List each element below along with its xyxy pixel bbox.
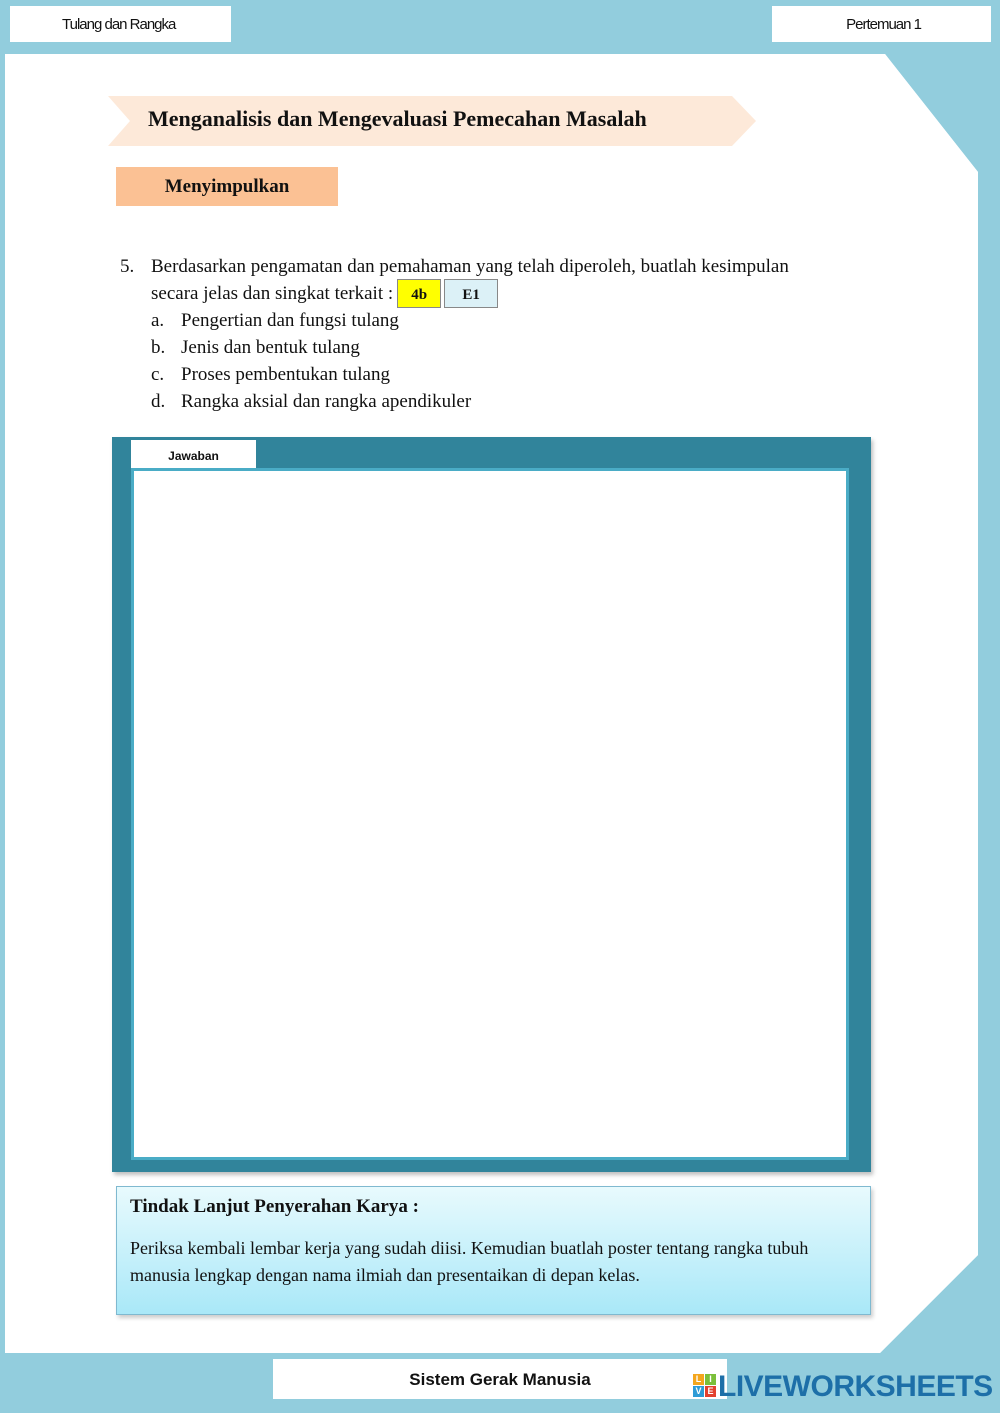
followup-title: Tindak Lanjut Penyerahan Karya :: [130, 1196, 419, 1217]
option-text: Jenis dan bentuk tulang: [181, 337, 360, 358]
followup-body: Periksa kembali lembar kerja yang sudah diisi. Kemudian buatlah poster tentang rangka tubuh manusia lengkap dengan nama ilmiah dan presentaikan di depan kelas.: [130, 1238, 809, 1285]
option-letter: b.: [151, 337, 166, 358]
question-block: [120, 253, 850, 415]
question-number: 5.: [120, 256, 135, 277]
question-line-1: [120, 253, 850, 280]
option-letter: d.: [151, 391, 166, 412]
section-subtitle: Menyimpulkan: [116, 167, 338, 206]
indicator-code-badge: 4b: [397, 279, 441, 308]
indicator-level-badge: E1: [444, 279, 498, 308]
question-option-d: [120, 388, 850, 415]
liveworksheets-logo-icon: [693, 1374, 717, 1398]
liveworksheets-brand-text: LIVEWORKSHEETS: [718, 1370, 993, 1403]
question-text-line-1: Berdasarkan pengamatan dan pemahaman yang telah diperoleh, buatlah kesimpulan: [151, 256, 789, 277]
question-line-2: [120, 280, 850, 307]
logo-cell-v: V: [693, 1386, 704, 1397]
question-text-line-2: [151, 280, 498, 308]
header-meeting-label: Pertemuan 1: [772, 6, 991, 42]
frame-left-strip: [0, 0, 5, 1413]
question-text-line-2-label: secara jelas dan singkat terkait :: [151, 283, 394, 304]
answer-input-area[interactable]: [131, 468, 849, 1160]
option-letter: c.: [151, 364, 165, 385]
section-title: Menganalisis dan Mengevaluasi Pemecahan Masalah: [148, 106, 647, 131]
header-topic-label: Tulang dan Rangka: [10, 6, 231, 42]
followup-box: [116, 1186, 871, 1315]
question-option-b: [120, 334, 850, 361]
logo-cell-l: L: [693, 1374, 704, 1385]
option-text: Rangka aksial dan rangka apendikuler: [181, 391, 472, 412]
question-option-c: [120, 361, 850, 388]
footer-label: Sistem Gerak Manusia: [273, 1359, 727, 1399]
logo-cell-e: E: [705, 1386, 716, 1397]
logo-cell-i: I: [705, 1374, 716, 1385]
question-option-a: [120, 307, 850, 334]
frame-right-decoration: [880, 0, 1000, 1413]
answer-tab-label: Jawaban: [131, 440, 256, 469]
option-text: Pengertian dan fungsi tulang: [181, 310, 399, 331]
option-letter: a.: [151, 310, 165, 331]
option-text: Proses pembentukan tulang: [181, 364, 390, 385]
